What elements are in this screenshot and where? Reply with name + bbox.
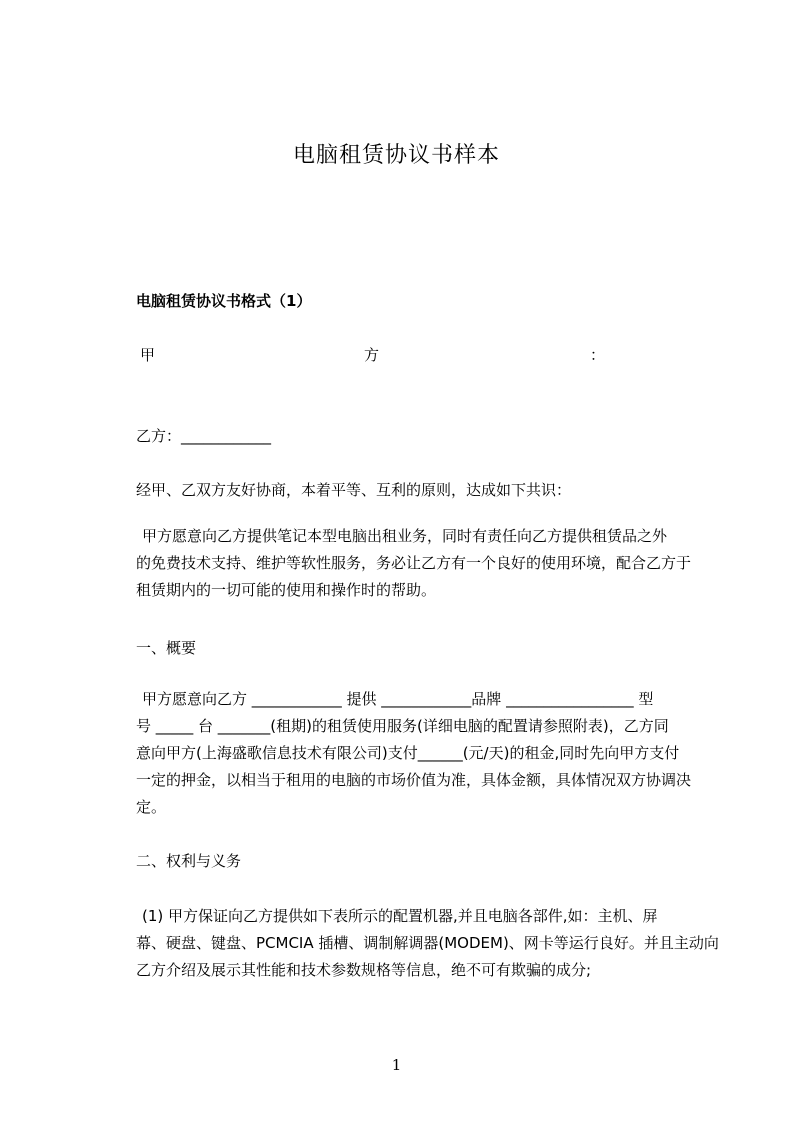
party-b-line: 乙方：____________: [136, 427, 272, 445]
consensus-line: 经甲、乙双方友好协商，本着平等、互利的原则，达成如下共识：: [136, 481, 572, 499]
party-a-label-char1: 甲: [140, 346, 156, 364]
section2-paragraph-line: 幕、硬盘、键盘、PCMCIA 插槽、调制解调器(MODEM)、网卡等运行良好。并且主动向: [136, 934, 719, 952]
intro-paragraph-line: 的免费技术支持、维护等软性服务，务必让乙方有一个良好的使用环境，配合乙方于: [136, 554, 692, 572]
section2-paragraph-line: (1) 甲方保证向乙方提供如下表所示的配置机器,并且电脑各部件,如：主机、屏: [142, 907, 658, 925]
section2-paragraph: [136, 903, 719, 984]
page-number: 1: [391, 1056, 402, 1074]
section2-heading: 二、权利与义务: [136, 852, 242, 870]
section1-paragraph-line: 号 _____ 台 _______(租期)的租赁使用服务(详细电脑的配置请参照附表)，乙方同: [136, 717, 669, 735]
section1-heading: 一、概要: [136, 639, 197, 657]
section1-paragraph-line: 意向甲方(上海盛歌信息技术有限公司)支付______(元/天)的租金,同时先向甲方支付: [136, 744, 680, 762]
party-a-colon: ：: [590, 346, 606, 364]
section1-paragraph-line: 一定的押金，以相当于租用的电脑的市场价值为准，具体金额，具体情况双方协调决: [136, 771, 692, 789]
section2-paragraph-line: 乙方介绍及展示其性能和技术参数规格等信息，绝不可有欺骗的成分;: [136, 961, 592, 979]
section1-paragraph-line: 定。: [136, 798, 167, 816]
intro-paragraph-line: 甲方愿意向乙方提供笔记本型电脑出租业务，同时有责任向乙方提供租赁品之外: [142, 527, 668, 545]
party-a-label-char2: 方: [364, 346, 380, 364]
intro-paragraph: [136, 523, 700, 604]
format-heading: 电脑租赁协议书格式（1）: [136, 292, 312, 310]
section1-paragraph-line: 甲方愿意向乙方 ____________ 提供 ____________品牌 _________________ 型: [142, 690, 654, 708]
intro-paragraph-line: 租赁期内的一切可能的使用和操作时的帮助。: [136, 581, 437, 599]
section1-paragraph: [136, 686, 700, 821]
document-title: 电脑租赁协议书样本: [292, 143, 500, 168]
